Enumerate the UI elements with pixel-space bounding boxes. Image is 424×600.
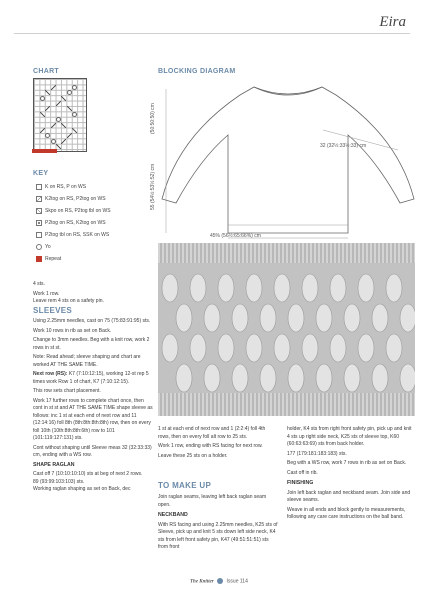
key-item: Skpo on RS, P2tog tbl on WS — [36, 208, 111, 214]
key-symbol — [36, 184, 42, 190]
key-symbol — [36, 220, 42, 226]
dim-hem: 45% (56½:65:66%) cm — [210, 233, 261, 239]
chart-symbol — [67, 90, 72, 95]
magazine-name: The Knitter — [190, 579, 214, 585]
chart-symbol — [67, 133, 72, 138]
key-item: P2tog tbl on RS, SSK on WS — [36, 232, 109, 238]
key-symbol — [36, 256, 42, 262]
chart-symbol — [72, 128, 77, 133]
chart-symbol — [61, 96, 66, 101]
lace-knit-photo — [158, 243, 415, 416]
chart-symbol — [40, 112, 45, 117]
col2-text: 1 st at each end of next row and 1 (2:2:4) foll 4th rows, then on every foll alt row to 25 sts. Work 1 row, ending with RS facing for next row. Leave these 25 sts on a holder. — [158, 426, 266, 459]
chart-symbol — [51, 139, 56, 144]
dim-upper-arm: 32 (32½:33½:33) cm — [320, 143, 367, 149]
chart-symbol — [56, 101, 61, 106]
diagram-heading: BLOCKING DIAGRAM — [158, 68, 236, 75]
key-symbol — [36, 196, 42, 202]
chart-symbol — [40, 128, 45, 133]
issue-number: Issue 114 — [226, 578, 248, 585]
key-symbol — [36, 208, 42, 214]
key-symbol — [36, 244, 42, 250]
chart-grid — [33, 78, 87, 152]
dim-sleeve-length: (50:50:50) cm — [150, 103, 156, 134]
col1-intro: 4 sts. Work 1 row. Leave rem 4 sts on a safety pin. — [33, 281, 104, 304]
chart-symbol — [56, 117, 61, 122]
key-item: Repeat — [36, 256, 61, 262]
chart-symbol — [67, 106, 72, 111]
neckband-heading: NECKBAND — [158, 512, 188, 518]
key-symbol — [36, 232, 42, 238]
chart-symbol — [61, 123, 66, 128]
col2-makeup: Join raglan seams, leaving left back raglan seam open. NECKBAND With RS facing and using 2.25mm needles, K25 sts of Sleeve, pick up and knit 5 sts down left side neck, K4 sts from left front safety pin, K47 (49:51:51:51) sts from front — [158, 494, 278, 551]
dim-body-length: 55 (54½:53½:52) cm — [150, 163, 156, 210]
chart-symbol — [51, 123, 56, 128]
chart-symbol — [45, 133, 50, 138]
chart-heading: CHART — [33, 68, 59, 75]
sweater-diagram — [158, 75, 418, 245]
finishing-heading: FINISHING — [287, 480, 314, 486]
key-item: K on RS, P on WS — [36, 184, 86, 190]
chart-repeat-bar — [32, 149, 57, 153]
sleeves-heading: SLEEVES — [33, 306, 73, 315]
key-item: Yo — [36, 244, 51, 250]
chart-symbol — [45, 90, 50, 95]
footer-dot-icon — [217, 578, 223, 584]
shape-raglan-heading: SHAPE RAGLAN — [33, 461, 75, 468]
chart-symbol — [40, 96, 45, 101]
col3-text: holder, K4 sts from right front safety pin, pick up and knit 4 sts up right side neck, K25 sts of sleeve top, K60 (60:63:63:69) sts from back holder. 177 (179:181:183:183) sts. Beg with a WS row, work 7 rows in rib as set on Back. Cast off in rib. FINISHING Join left back raglan and neckband seam. Join side and sleeve seams. Weave in all ends and block gently to measurements, following any care care instructions on the ball band. — [287, 426, 415, 524]
chart-symbol — [51, 85, 56, 90]
footer — [190, 578, 248, 584]
makeup-heading: TO MAKE UP — [158, 481, 212, 490]
page-title: Eira — [379, 14, 406, 30]
chart-symbol — [61, 139, 66, 144]
chart-symbol — [72, 112, 77, 117]
key-heading: KEY — [33, 170, 49, 177]
chart-symbol — [72, 85, 77, 90]
top-rule — [14, 33, 410, 34]
key-item: P2tog on RS, K2tog on WS — [36, 220, 106, 226]
key-item: K2tog on RS, P2tog on WS — [36, 196, 106, 202]
chart-symbol — [45, 106, 50, 111]
col1-text: Using 2.25mm needles, cast on 75 (75:83:91:95) sts. Work 10 rows in rib as set on Back. Change to 3mm needles. Beg with a knit row, work 2 rows in st st. Note: Read ahead; sleeve shaping and chart are worked AT THE SAME TIME. Next row (RS): K7 (7:10:12:15), working 12-st rep 5 times work Row 1 of chart, K7 (7:10:12:15). This row sets chart placement. Work 17 further rows to complete chart once, then cont in st st and AT THE SAME TIME shape sleeve as follows: inc 1 st at each end of next row and 11 (12:14:16) foll 8th (8th:8th:8th:8th) row, then on every foll 10th (10th:8th:8th:6th) row to 101 (101:119:127:131) sts. Cont without shaping until Sleeve meas 32 (32:33:33) cm, ending with a WS row. SHAPE RAGLAN Cast off 7 (10:10:10:10) sts at beg of next 2 rows. 89 (93:99:103:103) sts. Working raglan shaping as set on Back, dec — [33, 318, 153, 493]
